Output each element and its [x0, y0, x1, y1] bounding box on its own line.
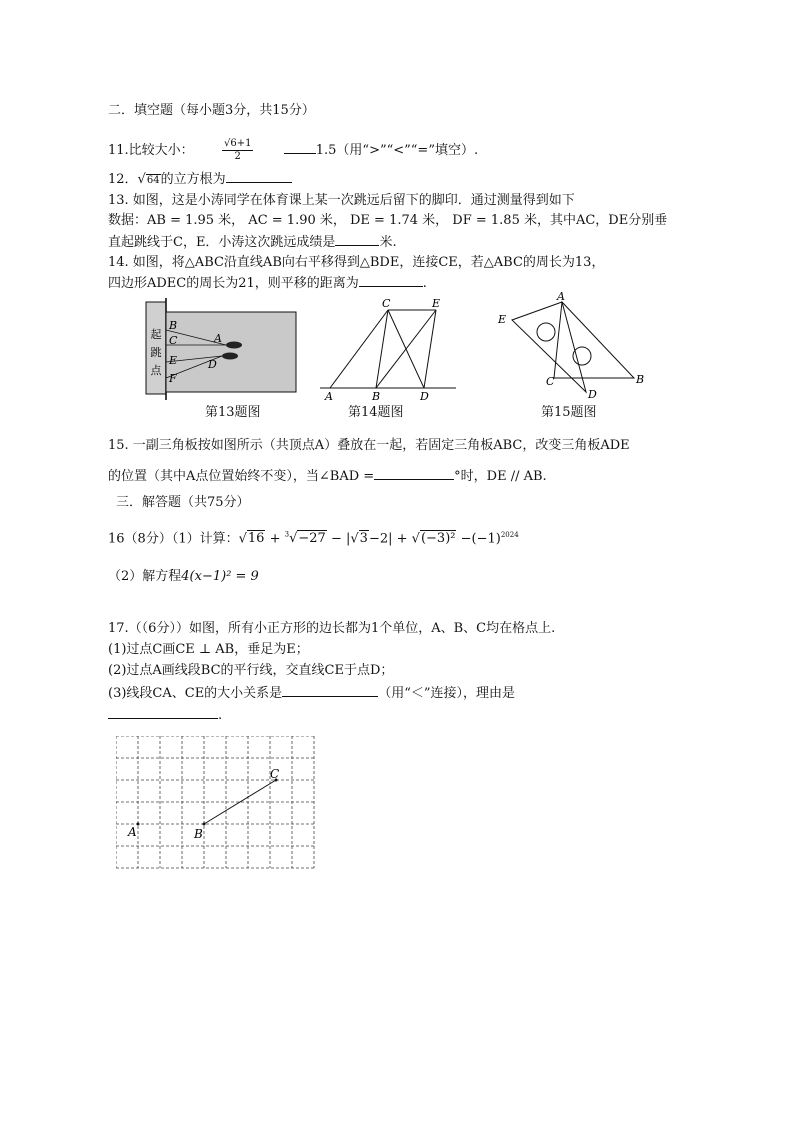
q15-line-2-end: °时，DE // AB.: [454, 469, 547, 484]
q11-prefix: 11.比较大小：: [108, 143, 194, 158]
figure-13: [138, 296, 308, 406]
q16-sqrt-3: √3: [350, 531, 368, 547]
q12-prefix: 12．: [108, 172, 138, 187]
q12-answer-blank[interactable]: [226, 170, 292, 183]
q15-line-2-text: 的位置（其中A点位置始终不变），当∠BAD =: [108, 469, 375, 484]
q12-radicand: 64: [146, 175, 160, 186]
q17-line-2: (1)过点C画CE ⊥ AB，垂足为E；: [108, 642, 309, 657]
q16-part-1-prefix: 16（8分）（1）计算：: [108, 531, 239, 547]
q13-line-2: 数据：AB = 1.95 米， AC = 1.90 米， DE = 1.74 米， DF = 1.85 米，其中AC，DE分别垂: [108, 213, 668, 228]
fig15-caption: 第15题图: [541, 405, 597, 420]
q16-tail: −(−1): [460, 531, 501, 547]
q17-grid-figure: [116, 736, 320, 872]
fig13-label-A: A: [214, 332, 222, 345]
fig14-caption: 第14题图: [348, 405, 404, 420]
q12-radical: √64: [137, 172, 160, 187]
fig14-label-B: B: [372, 390, 381, 403]
q17-segment-bc[interactable]: [204, 780, 276, 824]
section-2-heading: 二．填空题（每小题3分，共15分）: [108, 103, 315, 118]
figure-14: [316, 296, 461, 404]
q17-answer-blank-1[interactable]: [282, 684, 378, 697]
fig13-caption: 第13题图: [205, 405, 261, 420]
fig14-label-A: A: [325, 390, 333, 403]
q16-cbrt-neg27: $^3$√−27: [284, 531, 326, 547]
fig13-side-char-2: 跳: [150, 346, 162, 359]
q16-exponent: 2024: [500, 531, 519, 539]
fig13-side-char-1: 起: [150, 328, 162, 341]
fig13-label-E: E: [169, 354, 178, 367]
q17-line-4: [108, 684, 515, 703]
q17-label-B: B: [194, 827, 203, 841]
fig13-label-B: B: [169, 319, 178, 332]
q13-line-1: 13. 如图，这是小涛同学在体育课上某一次跳远后留下的脚印．通过测量得到如下: [108, 193, 575, 208]
q13-answer-blank[interactable]: [335, 233, 379, 246]
q16-radicand-2: −27: [298, 531, 326, 547]
q17-line-5: [108, 706, 222, 725]
q16-equation: 4(x−1)² = 9: [181, 569, 259, 584]
q11-fraction-denominator: 2: [234, 151, 241, 162]
q16-part-2: [108, 568, 259, 586]
fig15-label-B: B: [636, 373, 645, 386]
fig15-label-A: A: [557, 290, 565, 303]
q17-line-1: 17.（（6分））如图，所有小正方形的边长都为1个单位，A、B、C均在格点上.: [108, 621, 556, 636]
q13-line-3-text: 直起跳线于C，E．小涛这次跳远成绩是: [108, 235, 336, 250]
section-3-heading: 三．解答题（共75分）: [116, 495, 250, 510]
fig13-label-C: C: [169, 334, 178, 347]
q15-line-1: 15. 一副三角板按如图所示（共顶点A）叠放在一起，若固定三角板ABC，改变三角板ADE: [108, 438, 630, 453]
q11-fraction-numerator: √6+1: [223, 138, 252, 149]
q17-line-5-end: .: [218, 708, 223, 723]
fig13-footprint-a: [226, 342, 242, 349]
q11-suffix: （用“>”“<”“=”填空）.: [336, 143, 479, 158]
q12-text: 的立方根为: [160, 172, 226, 187]
q11-fraction: [222, 138, 253, 163]
fig13-footprint-d: [222, 353, 238, 360]
q17-answer-blank-2[interactable]: [108, 706, 218, 719]
fig14-label-C: C: [382, 297, 391, 310]
q16-sqrt-neg3-squared: √(−3)²: [411, 531, 456, 547]
q14-line-1: 14. 如图，将△ABC沿直线AB向右平移得到△BDE，连接CE，若△ABC的周长为13，: [108, 255, 605, 270]
fig14-label-D: D: [420, 390, 429, 403]
q14-line-2-end: .: [422, 276, 427, 291]
q16-minus-two: −2: [368, 531, 389, 547]
q11-value: 1.5: [315, 143, 337, 158]
question-12: [108, 170, 292, 190]
q16-part-1: 16（8分）（1）计算：$√16 + ^3√-27 - |√3-2| + √(-3)^2 -(-1)^{2024}$: [108, 531, 519, 547]
fig15-label-C: C: [546, 375, 555, 388]
q16-radicand-1: 16: [247, 531, 265, 547]
q11-answer-blank[interactable]: [284, 141, 316, 154]
q17-point-b[interactable]: [203, 823, 206, 826]
q15-line-2: [108, 467, 547, 486]
q13-line-3-end: 米.: [379, 235, 397, 250]
q16-radicand-4: (−3)²: [420, 531, 456, 547]
q13-line-3: [108, 233, 397, 252]
q17-line-3: (2)过点A画线段BC的平行线，交直线CE于点D；: [108, 663, 394, 678]
figure-15: [494, 288, 654, 406]
q17-label-C: C: [270, 767, 280, 781]
q14-line-2: [108, 274, 427, 293]
fig13-label-F: F: [169, 372, 177, 385]
q17-label-A: A: [128, 825, 137, 839]
q16-part-2-prefix: （2）解方程: [108, 569, 182, 584]
q17-point-a[interactable]: [137, 823, 140, 826]
q17-line-4-text: (3)线段CA、CE的大小关系是: [108, 686, 283, 701]
fig13-label-D: D: [208, 358, 217, 371]
fig15-label-E: E: [498, 313, 507, 326]
q15-answer-blank[interactable]: [374, 467, 454, 480]
q16-radicand-3: 3: [359, 531, 368, 547]
fig13-side-char-3: 点: [150, 364, 162, 377]
fig14-label-E: E: [432, 297, 441, 310]
q17-line-4-end: （用“＜”连接），理由是: [378, 686, 515, 701]
question-11: [108, 138, 478, 163]
q16-sqrt-16: √16: [238, 531, 265, 547]
fig15-label-D: D: [588, 388, 597, 401]
q17-grid: [116, 736, 314, 868]
q14-line-2-text: 四边形ADEC的周长为21，则平移的距离为: [108, 276, 359, 291]
q14-answer-blank[interactable]: [359, 274, 423, 287]
